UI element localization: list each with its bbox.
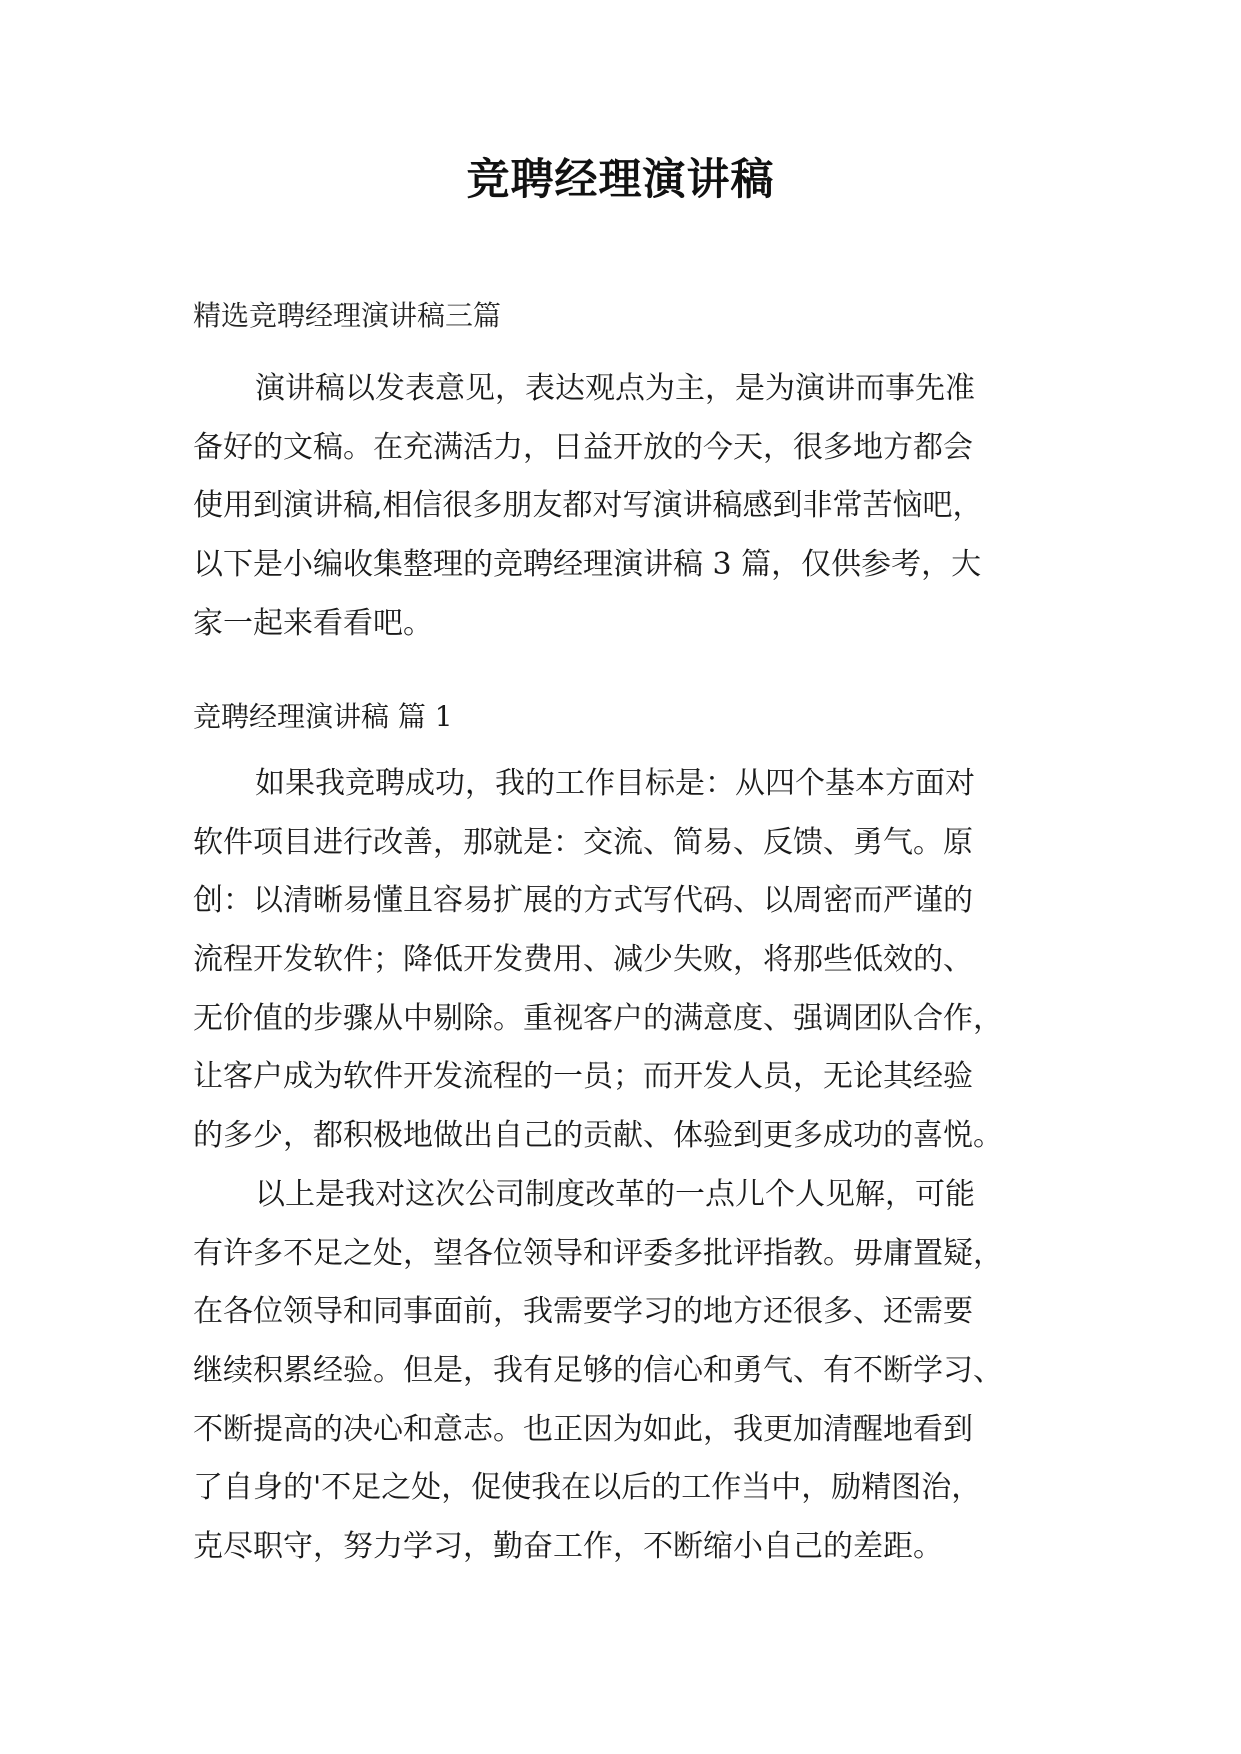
paragraph-line: 有许多不足之处，望各位领导和评委多批评指教。毋庸置疑， (193, 1235, 1003, 1271)
paragraph-line: 无价值的步骤从中剔除。重视客户的满意度、强调团队合作， (193, 1000, 1003, 1036)
paragraph-line: 备好的文稿。在充满活力，日益开放的今天，很多地方都会 (193, 429, 973, 465)
paragraph-line: 演讲稿以发表意见，表达观点为主，是为演讲而事先准 (255, 371, 975, 406)
paragraph-line: 以上是我对这次公司制度改革的一点儿个人见解，可能 (255, 1177, 975, 1212)
paragraph-line: 继续积累经验。但是，我有足够的信心和勇气、有不断学习、 (193, 1353, 1003, 1389)
paragraph-line: 的多少，都积极地做出自己的贡献、体验到更多成功的喜悦。 (193, 1118, 1003, 1154)
document-title: 竞聘经理演讲稿 (466, 155, 775, 205)
paragraph-line: 如果我竞聘成功，我的工作目标是：从四个基本方面对 (255, 766, 975, 801)
paragraph-line: 家一起来看看吧。 (193, 605, 433, 641)
section-heading: 竞聘经理演讲稿 篇 1 (193, 700, 453, 733)
body-paragraph-1 (193, 755, 1073, 1166)
body-paragraph-2 (193, 1166, 1073, 1577)
paragraph-line: 了自身的'不足之处，促使我在以后的工作当中，励精图治， (193, 1470, 982, 1506)
paragraph-line: 让客户成为软件开发流程的一员；而开发人员，无论其经验 (193, 1059, 973, 1095)
paragraph-line: 创：以清晰易懂且容易扩展的方式写代码、以周密而严谨的 (193, 883, 973, 919)
paragraph-line: 不断提高的决心和意志。也正因为如此，我更加清醒地看到 (193, 1411, 973, 1447)
intro-paragraph (193, 360, 1073, 653)
paragraph-line: 软件项目进行改善，那就是：交流、简易、反馈、勇气。原 (193, 824, 973, 860)
document-subtitle: 精选竞聘经理演讲稿三篇 (193, 299, 502, 332)
paragraph-line: 以下是小编收集整理的竞聘经理演讲稿 3 篇，仅供参考，大 (193, 547, 982, 583)
paragraph-line: 在各位领导和同事面前，我需要学习的地方还很多、还需要 (193, 1294, 973, 1330)
paragraph-line: 流程开发软件；降低开发费用、减少失败，将那些低效的、 (193, 942, 973, 978)
paragraph-line: 使用到演讲稿,相信很多朋友都对写演讲稿感到非常苦恼吧， (193, 488, 983, 524)
paragraph-line: 克尽职守，努力学习，勤奋工作，不断缩小自己的差距。 (193, 1529, 943, 1565)
